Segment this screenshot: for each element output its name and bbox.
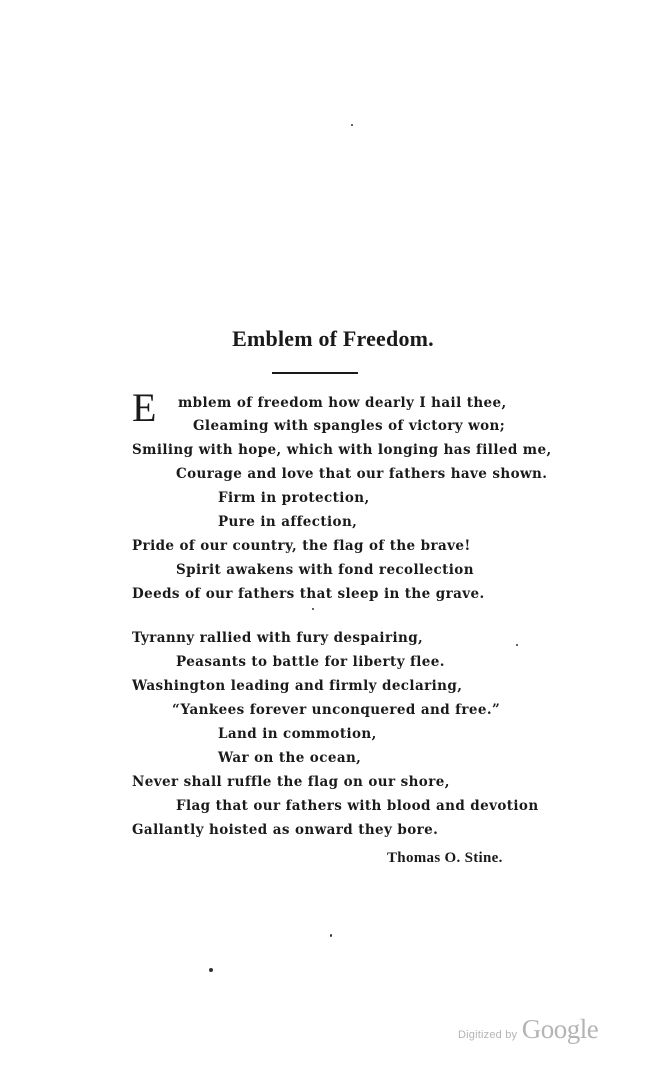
poem-line: Firm in protection,: [218, 490, 370, 506]
poem-line: Never shall ruffle the flag on our shore,: [132, 774, 450, 790]
poem-title: Emblem of Freedom.: [232, 326, 434, 351]
poem-line: Smiling with hope, which with longing has filled me,: [132, 442, 552, 458]
poem-line: Tyranny rallied with fury despairing,: [132, 630, 424, 646]
scan-speck: [351, 124, 353, 126]
title-rule: [272, 372, 358, 374]
poem-line: Deeds of our fathers that sleep in the grave.: [132, 586, 485, 602]
poem-line: Gleaming with spangles of victory won;: [193, 418, 506, 434]
poem-line: Pure in affection,: [218, 514, 358, 530]
poem-line: Land in commotion,: [218, 726, 377, 742]
poem-line: Pride of our country, the flag of the brave!: [132, 538, 471, 554]
scan-speck: [312, 608, 314, 610]
poem-line: Washington leading and firmly declaring,: [132, 678, 463, 694]
poem-line: War on the ocean,: [218, 750, 362, 766]
poem-line: Courage and love that our fathers have shown.: [176, 466, 548, 482]
poem-line: Spirit awakens with fond recollection: [176, 562, 474, 578]
poem-line: Gallantly hoisted as onward they bore.: [132, 822, 439, 838]
google-logo: Google: [521, 1014, 599, 1044]
poem-line: mblem of freedom how dearly I hail thee,: [178, 395, 507, 411]
poem-line: Flag that our fathers with blood and devotion: [176, 798, 539, 814]
poem-author: Thomas O. Stine.: [387, 850, 503, 866]
poem-line: “Yankees forever unconquered and free.”: [172, 702, 501, 718]
digitized-watermark: [458, 1014, 598, 1045]
drop-cap: E: [132, 385, 157, 430]
poem-line: Peasants to battle for liberty flee.: [176, 654, 445, 670]
watermark-prefix: Digitized by: [458, 1029, 518, 1041]
scan-speck: [330, 934, 332, 937]
scan-speck: [209, 968, 213, 972]
scan-speck: [516, 644, 518, 646]
